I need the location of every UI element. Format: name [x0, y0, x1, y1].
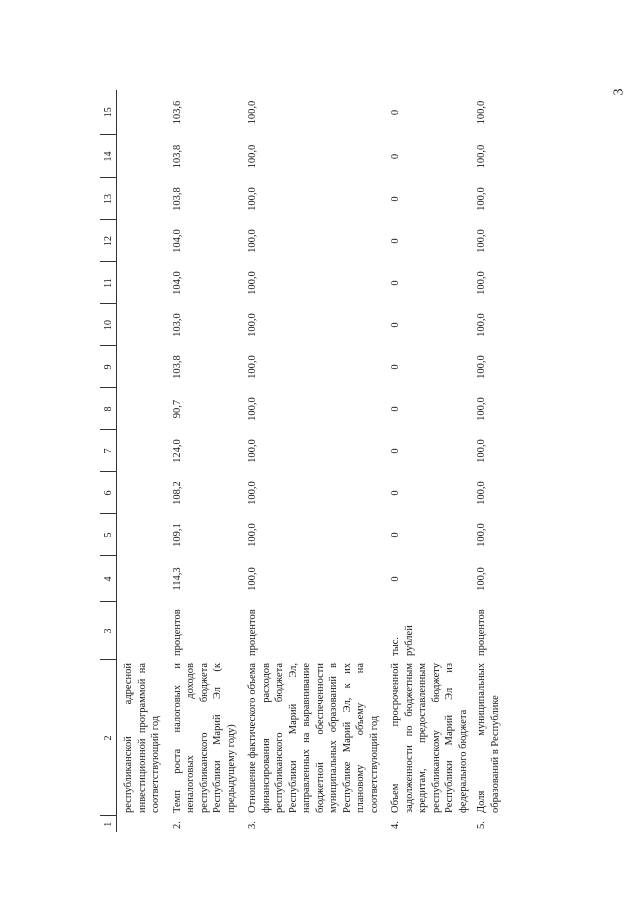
cell-value: 100,0	[476, 439, 487, 463]
cell-value: 0	[390, 109, 401, 116]
continuation-text: республиканской адресной инвестиционной программой на соответствующий год	[123, 663, 161, 813]
cell-value: 100,0	[247, 481, 258, 505]
cell-value: 100,0	[476, 271, 487, 295]
cell-value: 100,0	[247, 439, 258, 463]
cell-value: 124,0	[171, 439, 183, 463]
table-row	[241, 90, 384, 832]
cell-value: 100,0	[476, 355, 487, 379]
cell-value: 100,0	[476, 144, 487, 169]
row-description: Отношение фактического объема финансирования расходов республиканского бюджета Республики Марий Эл, направленных на выравнивание бюджетной обеспеченности муниципальных образований в Республике Марий Эл, к их плановому объему на соответствующий год	[247, 663, 380, 813]
cell-value: 100,0	[247, 567, 258, 591]
cell-value: 0	[390, 532, 401, 538]
cell-value: 109,1	[171, 523, 183, 547]
row-description: Доля муниципальных образований в Республике	[476, 663, 501, 813]
col-header: 1	[100, 816, 117, 832]
row-unit: тыс. рублей	[390, 625, 415, 656]
col-header: 7	[100, 430, 117, 472]
cell-value: 0	[390, 322, 401, 328]
col-header: 11	[100, 262, 117, 304]
cell-value: 0	[390, 280, 401, 286]
cell-value: 100,0	[476, 567, 487, 591]
col-header: 9	[100, 346, 117, 388]
cell-value: 0	[390, 490, 401, 496]
data-table	[100, 90, 505, 832]
cell-value: 0	[390, 448, 401, 454]
table-row	[473, 90, 505, 832]
row-number: 5.	[476, 821, 487, 829]
continuation-row	[117, 90, 166, 832]
cell-value: 100,0	[247, 100, 258, 125]
cell-value: 0	[390, 576, 401, 582]
row-number: 2.	[171, 821, 183, 829]
row-unit: процентов	[171, 609, 183, 656]
cell-value: 100,0	[476, 229, 487, 253]
col-header: 10	[100, 304, 117, 346]
indicator-table	[100, 90, 560, 832]
col-header: 12	[100, 220, 117, 262]
cell-value: 100,0	[476, 523, 487, 547]
cell-value: 114,3	[171, 567, 183, 591]
cell-value: 100,0	[247, 271, 258, 295]
cell-value: 90,7	[171, 399, 183, 419]
cell-value: 104,0	[171, 229, 183, 253]
cell-value: 100,0	[476, 397, 487, 421]
cell-value: 100,0	[476, 187, 487, 211]
col-header: 5	[100, 514, 117, 556]
col-header: 13	[100, 178, 117, 220]
cell-value: 103,8	[171, 144, 183, 169]
row-description: Объем просроченной задолженности по бюджетным кредитам, предоставленным республиканскому бюджету Республики Марий Эл из федерального бюджета	[390, 663, 469, 813]
cell-value: 0	[390, 196, 401, 202]
col-header: 15	[100, 90, 117, 135]
col-header: 8	[100, 388, 117, 430]
cell-value: 108,2	[171, 481, 183, 505]
cell-value: 100,0	[247, 187, 258, 211]
row-number: 4.	[390, 821, 401, 829]
row-unit: процентов	[476, 609, 487, 656]
table-row	[384, 90, 473, 832]
cell-value: 100,0	[247, 355, 258, 379]
cell-value: 0	[390, 238, 401, 244]
col-header: 6	[100, 472, 117, 514]
row-description: Темп роста налоговых и неналоговых доходов республиканского бюджета Республики Марий Эл (к предыдущему году)	[171, 663, 237, 813]
cell-value: 100,0	[247, 144, 258, 169]
cell-value: 103,8	[171, 187, 183, 211]
cell-value: 104,0	[171, 271, 183, 295]
cell-value: 0	[390, 364, 401, 370]
col-header: 3	[100, 602, 117, 660]
cell-value: 0	[390, 153, 401, 160]
col-header: 4	[100, 556, 117, 602]
cell-value: 103,8	[171, 355, 183, 379]
cell-value: 100,0	[476, 481, 487, 505]
cell-value: 100,0	[476, 100, 487, 125]
rotated-table	[100, 90, 560, 832]
header-row	[100, 90, 117, 832]
cell-value: 103,6	[171, 100, 183, 125]
cell-value: 100,0	[247, 229, 258, 253]
cell-value: 100,0	[247, 523, 258, 547]
table-row	[166, 90, 242, 832]
cell-value: 0	[390, 406, 401, 412]
col-header: 2	[100, 660, 117, 816]
cell-value: 100,0	[247, 397, 258, 421]
col-header: 14	[100, 135, 117, 178]
cell-value: 103,0	[171, 313, 183, 337]
row-number: 3.	[247, 821, 258, 829]
cell-value: 100,0	[247, 313, 258, 337]
cell-value: 100,0	[476, 313, 487, 337]
page-number: 3	[611, 88, 627, 96]
row-unit: процентов	[247, 609, 258, 656]
